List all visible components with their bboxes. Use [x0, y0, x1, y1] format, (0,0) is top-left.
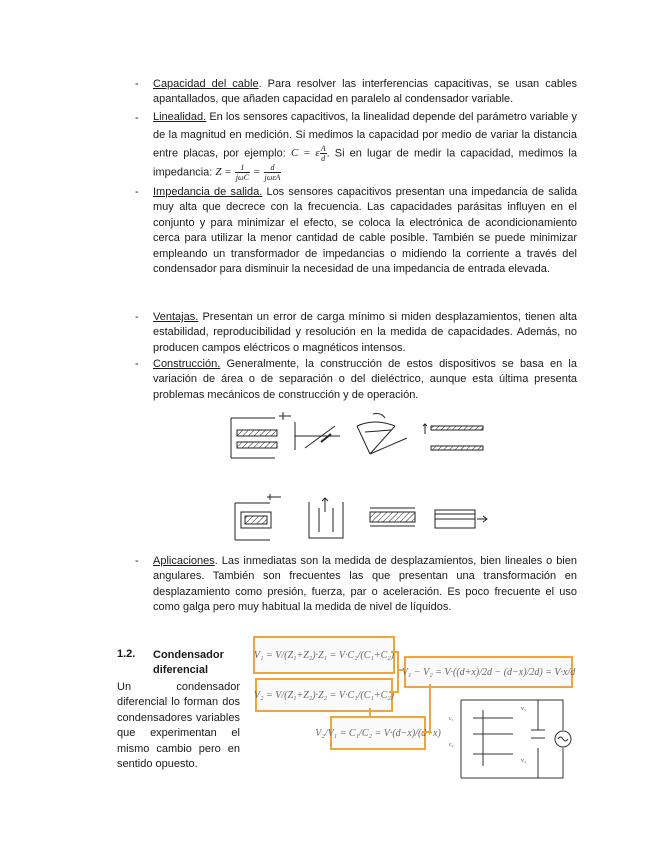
bullet-text: Los sensores capacitivos presentan una impedancia de salida muy alta que decrece con la frecuencia. Las capacidades parásitas influyen en el conjunto y para minimizar el efecto, se coloca la electrónica de acondicionamiento cerca para utilizar la menor cantidad de cable posible. También se puede minimizar empleando un transformador de impedancias o midiendo la corriente a través del condensador para disminuir la necesidad de una impedancia de entrada elevada. — [153, 186, 577, 276]
bullet-title: Linealidad. — [153, 111, 207, 123]
impedance-formula: Z = $\frac{1}{\text{jωC}}$ = $\frac{d}{\text{jωεA}}$ — [215, 163, 281, 182]
differential-capacitor-circuit — [443, 690, 578, 785]
bullet-text: . Para resolver las interferencias capacitivas, se usan cables apantallados, que añaden capacidad en paralelo al condensador variable. — [153, 78, 577, 106]
bullet-text: Presentan un error de carga mínimo si miden desplazamientos, tienen alta estabilidad, reproducibilidad y resolución en la medida de capacidades. Además, no producen campos eléctricos o magnéticos intensos. — [153, 311, 577, 354]
section-body: Un condensador diferencial lo forman dos condensadores variables que experimentan el mismo cambio pero en sentido opuesto. — [117, 681, 240, 771]
equation-v1: V₁ = V/(Z₁+Z₂)·Z₁ = V·C₂/(C₁+C₂) — [253, 636, 395, 674]
equation-difference: V₁ − V₂ = V·((d+x)/2d − (d−x)/2d) = V·x/d — [404, 656, 573, 688]
svg-text:v₁: v₁ — [521, 706, 527, 712]
svg-text:v₂: v₂ — [521, 758, 527, 764]
circuit-diagram — [443, 690, 578, 785]
equation-v2: V₂ = V/(Z₁+Z₂)·Z₂ = V·C₁/(C₁+C₂) — [255, 678, 393, 712]
bullet-title: Aplicaciones — [153, 555, 215, 567]
bullet-text: . Las inmediatas son la medida de desplazamientos, bien lineales o bien angulares. También son frecuentes las que presentan una transformación en desplazamiento como presión, fuerza, par o aceleración. Es poco frecuente el uso como galga pero muy habitual la medida de nivel de líquidos. — [153, 555, 577, 614]
bullet-dash: - — [135, 311, 139, 323]
bullet-dash: - — [135, 358, 139, 370]
bullet-title: Impedancia de salida. — [153, 186, 263, 198]
bullet-text-cont: . Si en lugar de medir la capacidad, medimos la impedancia: — [153, 147, 577, 179]
section-number: 1.2. — [117, 648, 136, 660]
bullet-title: Ventajas. — [153, 311, 199, 323]
bullet-text: Generalmente, la construcción de estos dispositivos se basa en la variación de área o de separación o del dieléctrico, aunque esta última presenta problemas mecánicos de construcción y de operación. — [153, 358, 577, 401]
bullet-dash: - — [135, 112, 139, 124]
bullet-title: Construcción. — [153, 358, 221, 370]
bullet-text: En los sensores capacitivos, la linealidad depende del parámetro variable y de la magnitud en medición. Si medimos la capacidad por medio de variar la distancia entre placas, por ejemplo: — [153, 111, 577, 160]
bullet-dash: - — [135, 78, 139, 90]
bullet-dash: - — [135, 555, 139, 567]
svg-text:c₂: c₂ — [449, 742, 454, 748]
bullet-title: Capacidad del cable — [153, 78, 259, 90]
equation-ratio: V₂/V₁ = C₁/C₂ = V·(d−x)/(d+x) — [330, 716, 426, 750]
capacitance-formula: C = ε $\frac{A}{d}$ — [290, 144, 326, 163]
svg-text:c₁: c₁ — [449, 716, 454, 722]
bullet-dash: - — [135, 186, 139, 198]
section-title: Condensador diferencial — [153, 649, 224, 676]
